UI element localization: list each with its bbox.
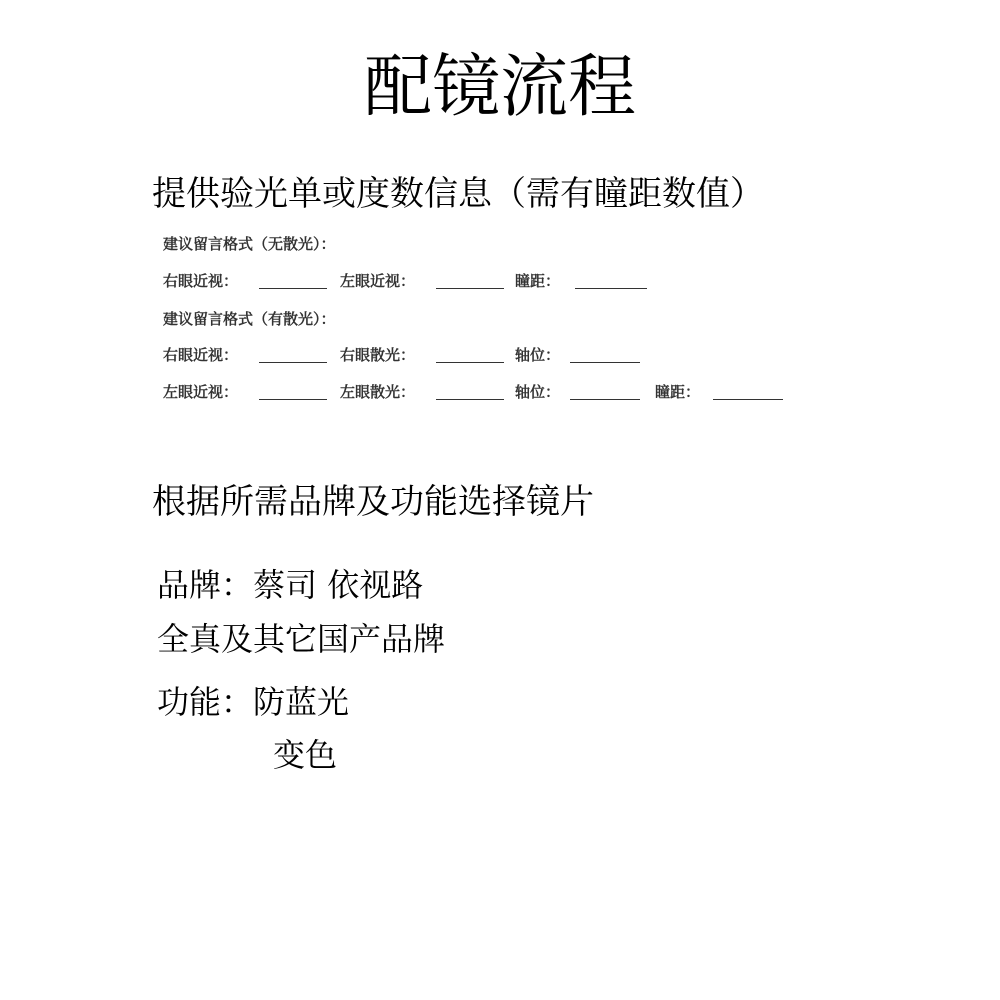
format-row-right-astigmatism xyxy=(163,345,843,365)
page-title: 配镜流程 xyxy=(363,48,636,127)
right-myopia-blank xyxy=(259,288,327,289)
brand-values: 蔡司 依视路 xyxy=(253,566,424,604)
right-astigmatism-label: 右眼散光： xyxy=(340,346,416,364)
axis-blank xyxy=(570,399,640,400)
format-title-astigmatism: 建议留言格式（有散光）： xyxy=(163,310,336,328)
format-row-no-astigmatism xyxy=(163,271,843,291)
section-heading-prescription: 提供验光单或度数信息（需有瞳距数值） xyxy=(152,174,764,214)
function-value-photochromic: 变色 xyxy=(273,736,338,774)
left-myopia-label: 左眼近视： xyxy=(340,272,416,290)
function-label: 功能： xyxy=(157,683,254,721)
right-myopia-label: 右眼近视： xyxy=(163,272,239,290)
right-myopia-blank xyxy=(259,362,327,363)
left-myopia-blank xyxy=(259,399,327,400)
left-astigmatism-blank xyxy=(436,399,504,400)
right-myopia-label: 右眼近视： xyxy=(163,346,239,364)
pd-label: 瞳距： xyxy=(655,383,701,401)
section-heading-lens-selection: 根据所需品牌及功能选择镜片 xyxy=(152,482,594,522)
format-row-left-astigmatism xyxy=(163,382,843,402)
axis-blank xyxy=(570,362,640,363)
format-title-no-astigmatism: 建议留言格式（无散光）： xyxy=(163,235,336,253)
function-value-blue-light: 防蓝光 xyxy=(253,683,350,721)
left-astigmatism-label: 左眼散光： xyxy=(340,383,416,401)
brand-label: 品牌： xyxy=(157,566,254,604)
function-line xyxy=(157,683,349,721)
pd-label: 瞳距： xyxy=(515,272,561,290)
right-astigmatism-blank xyxy=(436,362,504,363)
axis-label: 轴位： xyxy=(515,383,561,401)
brand-line-2: 全真及其它国产品牌 xyxy=(157,620,446,658)
axis-label: 轴位： xyxy=(515,346,561,364)
pd-blank xyxy=(575,288,647,289)
pd-blank xyxy=(713,399,783,400)
left-myopia-label: 左眼近视： xyxy=(163,383,239,401)
brand-line xyxy=(157,566,423,604)
left-myopia-blank xyxy=(436,288,504,289)
